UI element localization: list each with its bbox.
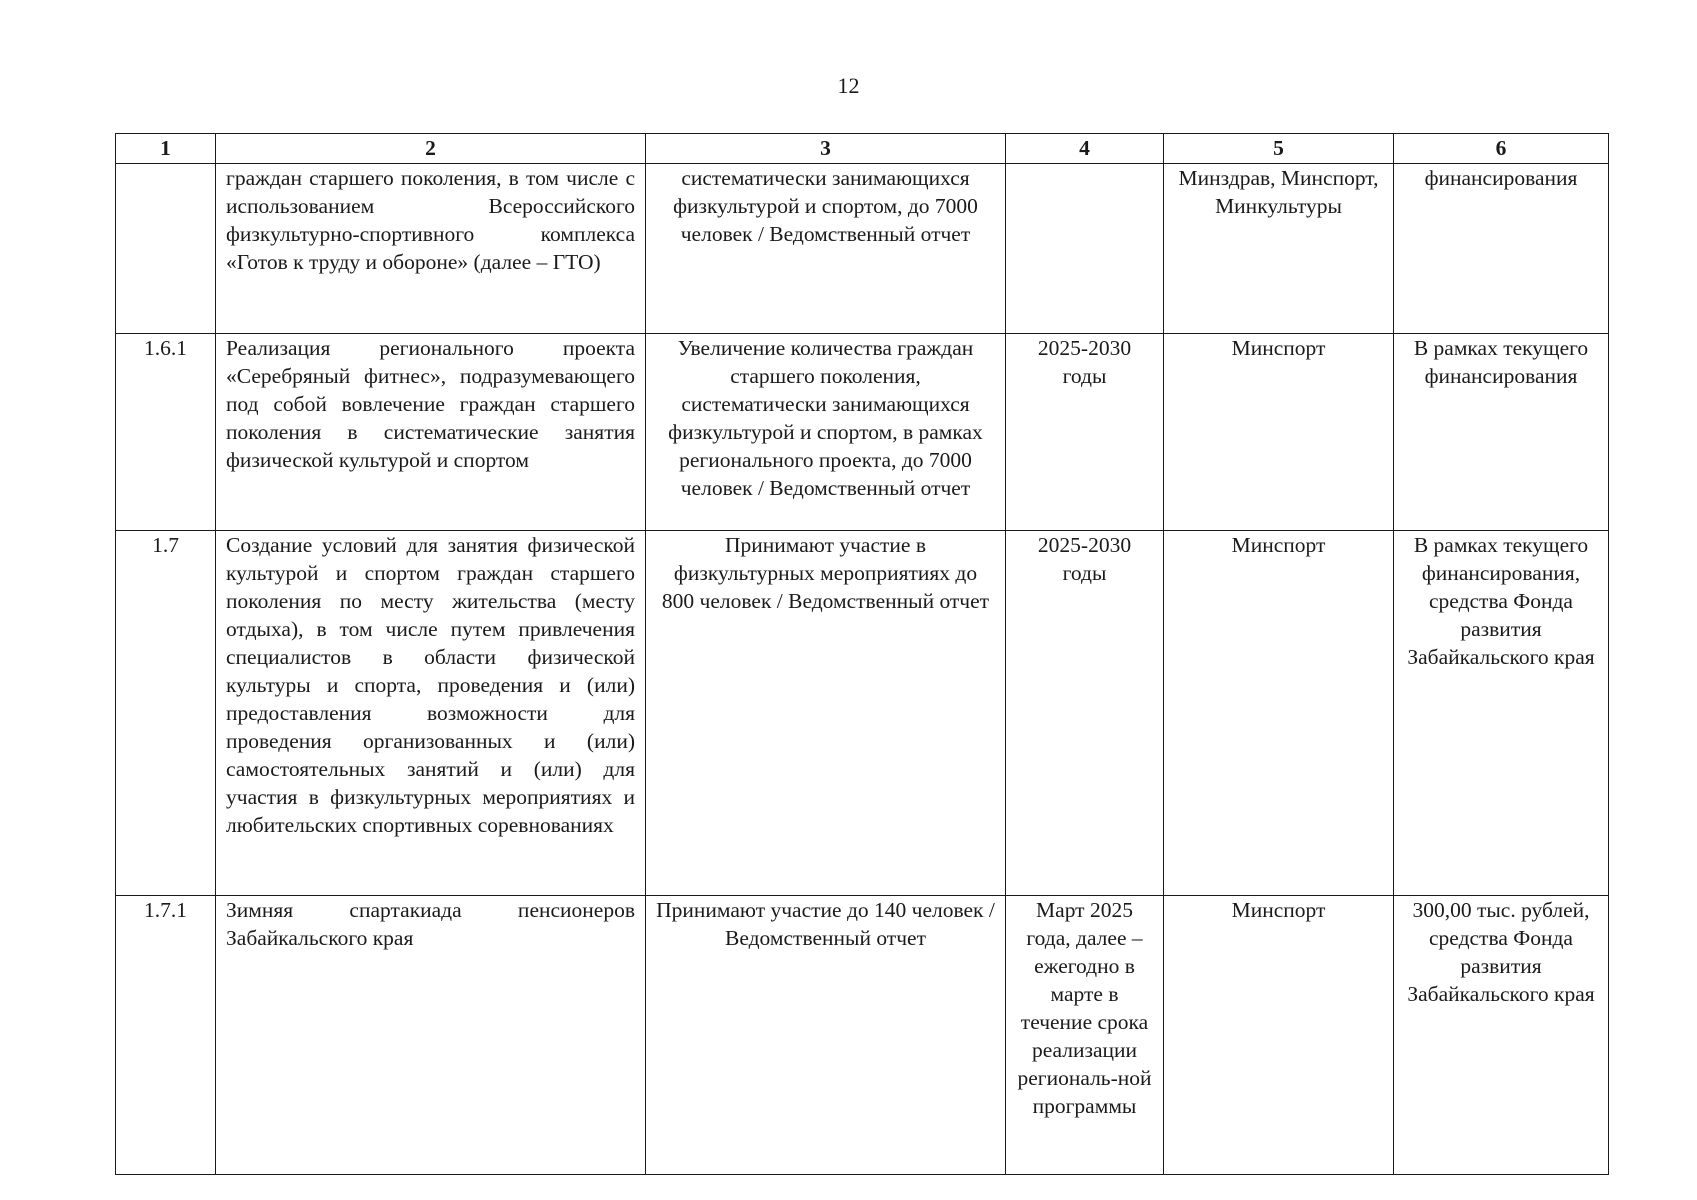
header-col-6: 6 bbox=[1394, 134, 1609, 164]
expected-result: Увеличение количества граждан старшего поколения, систематически занимающихся физкультурой и спортом, в рамках регионального проекта, до 7000 человек / Ведомственный отчет bbox=[646, 334, 1006, 531]
header-col-4: 4 bbox=[1006, 134, 1164, 164]
header-col-2: 2 bbox=[216, 134, 646, 164]
funding-source: В рамках текущего финансирования, средства Фонда развития Забайкальского края bbox=[1394, 531, 1609, 896]
page-number: 12 bbox=[837, 73, 860, 98]
funding-source: В рамках текущего финансирования bbox=[1394, 334, 1609, 531]
responsible-bodies: Минспорт bbox=[1164, 334, 1394, 531]
responsible-bodies: Минздрав, Минспорт, Минкультуры bbox=[1164, 164, 1394, 334]
expected-result: Принимают участие до 140 человек / Ведомственный отчет bbox=[646, 896, 1006, 1175]
action-description: граждан старшего поколения, в том числе с использованием Всероссийского физкультурно-спортивного комплекса «Готов к труду и обороне» (далее – ГТО) bbox=[216, 164, 646, 334]
table-row bbox=[116, 334, 1609, 531]
action-description: Реализация регионального проекта «Серебряный фитнес», подразумевающего под собой вовлечение граждан старшего поколения в систематические занятия физической культурой и спортом bbox=[216, 334, 646, 531]
action-plan-table bbox=[115, 133, 1609, 1175]
row-number: 1.7 bbox=[116, 531, 216, 896]
table-row bbox=[116, 896, 1609, 1175]
implementation-period: 2025-2030 годы bbox=[1006, 531, 1164, 896]
row-number bbox=[116, 164, 216, 334]
header-col-1: 1 bbox=[116, 134, 216, 164]
row-number: 1.7.1 bbox=[116, 896, 216, 1175]
table-row bbox=[116, 164, 1609, 334]
implementation-period bbox=[1006, 164, 1164, 334]
header-row bbox=[116, 134, 1609, 164]
funding-source: 300,00 тыс. рублей, средства Фонда развития Забайкальского края bbox=[1394, 896, 1609, 1175]
expected-result: систематически занимающихся физкультурой и спортом, до 7000 человек / Ведомственный отчет bbox=[646, 164, 1006, 334]
table-row bbox=[116, 531, 1609, 896]
row-number: 1.6.1 bbox=[116, 334, 216, 531]
action-description: Создание условий для занятия физической культурой и спортом граждан старшего поколения по месту жительства (месту отдыха), в том числе путем привлечения специалистов в области физической культуры и спорта, проведения и (или) предоставления возможности для проведения организованных и (или) самостоятельных занятий и (или) для участия в физкультурных мероприятиях и любительских спортивных соревнованиях bbox=[216, 531, 646, 896]
action-description: Зимняя спартакиада пенсионеров Забайкальского края bbox=[216, 896, 646, 1175]
funding-source: финансирования bbox=[1394, 164, 1609, 334]
responsible-bodies: Минспорт bbox=[1164, 896, 1394, 1175]
responsible-bodies: Минспорт bbox=[1164, 531, 1394, 896]
implementation-period: Март 2025 года, далее – ежегодно в марте в течение срока реализации региональ-ной программы bbox=[1006, 896, 1164, 1175]
expected-result: Принимают участие в физкультурных мероприятиях до 800 человек / Ведомственный отчет bbox=[646, 531, 1006, 896]
header-col-5: 5 bbox=[1164, 134, 1394, 164]
implementation-period: 2025-2030 годы bbox=[1006, 334, 1164, 531]
header-col-3: 3 bbox=[646, 134, 1006, 164]
